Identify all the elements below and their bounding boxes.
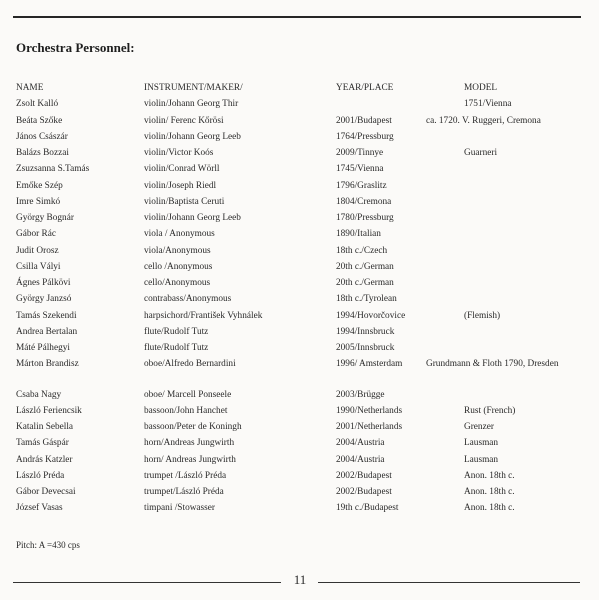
cell-name: Csilla Vályi bbox=[16, 261, 61, 272]
table-row bbox=[16, 308, 586, 324]
cell-year: 1994/Innsbruck bbox=[336, 326, 395, 337]
cell-instrument: violin/Johann Georg Leeb bbox=[144, 213, 241, 223]
cell-year: 19th c./Budapest bbox=[336, 503, 399, 514]
cell-year: 1996/ Amsterdam bbox=[336, 359, 403, 370]
table-header-row bbox=[16, 80, 586, 96]
personnel-table bbox=[16, 80, 586, 517]
cell-year: 2004/Austria bbox=[336, 454, 385, 465]
cell-model: Lausman bbox=[464, 438, 499, 449]
table-row bbox=[16, 340, 586, 356]
page-number: 11 bbox=[293, 572, 307, 587]
table-row bbox=[16, 161, 586, 177]
table-row bbox=[16, 145, 586, 161]
cell-instrument: viola/Anonymous bbox=[144, 245, 211, 256]
cell-year: 2009/Tinnye bbox=[336, 148, 384, 158]
cell-year: 1804/Cremona bbox=[336, 196, 392, 207]
footer-rule-left bbox=[13, 582, 281, 583]
cell-instrument: violin/Joseph Riedl bbox=[144, 180, 217, 191]
cell-model: Anon. 18th c. bbox=[464, 470, 515, 481]
cell-name: József Vasas bbox=[16, 503, 63, 514]
cell-instrument: bassoon/Peter de Koningh bbox=[144, 422, 242, 432]
cell-name: Judit Orosz bbox=[16, 245, 59, 256]
table-row bbox=[16, 243, 586, 259]
table-row bbox=[16, 356, 586, 372]
table-row bbox=[16, 259, 586, 275]
cell-instrument: oboe/Alfredo Bernardini bbox=[144, 359, 236, 370]
cell-name: Zsuzsanna S.Tamás bbox=[16, 164, 90, 175]
cell-instrument: oboe/ Marcell Ponseele bbox=[144, 389, 232, 400]
cell-name: László Préda bbox=[16, 470, 65, 481]
table-row bbox=[16, 387, 586, 403]
cell-model: Rust (French) bbox=[464, 405, 516, 416]
pitch-note: Pitch: A =430 cps bbox=[16, 540, 80, 550]
cell-name: László Feriencsik bbox=[16, 405, 82, 416]
cell-model: Anon. 18th c. bbox=[464, 487, 515, 497]
cell-name: Tamás Szekendi bbox=[16, 310, 77, 321]
cell-name: András Katzler bbox=[16, 454, 73, 465]
cell-year: 1890/Italian bbox=[336, 229, 381, 240]
cell-name: Gábor Rác bbox=[16, 229, 57, 240]
cell-name: Andrea Bertalan bbox=[16, 326, 78, 337]
cell-name: Emőke Szép bbox=[16, 180, 63, 191]
cell-year: 20th c./German bbox=[336, 261, 394, 272]
cell-name: Márton Brandisz bbox=[16, 359, 79, 370]
cell-instrument: bassoon/John Hanchet bbox=[144, 405, 228, 416]
table-row bbox=[16, 275, 586, 291]
table-row bbox=[16, 500, 586, 516]
cell-model: 1751/Vienna bbox=[464, 99, 512, 110]
page-heading: Orchestra Personnel: bbox=[16, 40, 135, 55]
cell-year: 1764/Pressburg bbox=[336, 131, 394, 142]
cell-name: György Bognár bbox=[16, 213, 74, 223]
cell-instrument: violin/Johann Georg Thir bbox=[144, 99, 239, 110]
table-row bbox=[16, 484, 586, 500]
cell-name: Gábor Devecsai bbox=[16, 487, 76, 497]
column-header-year: YEAR/PLACE bbox=[336, 83, 394, 93]
cell-model: ca. 1720. V. Ruggeri, Cremona bbox=[426, 115, 541, 126]
table-row bbox=[16, 419, 586, 435]
column-header-model: MODEL bbox=[464, 83, 498, 93]
cell-name: Zsolt Kalló bbox=[16, 99, 59, 110]
cell-instrument: trumpet /László Préda bbox=[144, 470, 227, 481]
cell-instrument: flute/Rudolf Tutz bbox=[144, 343, 209, 353]
cell-instrument: harpsichord/František Vyhnálek bbox=[144, 310, 263, 321]
table-row bbox=[16, 468, 586, 484]
cell-instrument: viola / Anonymous bbox=[144, 229, 215, 240]
cell-instrument: violin/Baptista Ceruti bbox=[144, 196, 225, 207]
table-row bbox=[16, 291, 586, 307]
cell-year: 18th c./Tyrolean bbox=[336, 294, 397, 305]
cell-year: 2005/Innsbruck bbox=[336, 343, 395, 353]
table-row bbox=[16, 178, 586, 194]
cell-name: Imre Simkó bbox=[16, 196, 61, 207]
table-row bbox=[16, 226, 586, 242]
table-row bbox=[16, 210, 586, 226]
cell-instrument: flute/Rudolf Tutz bbox=[144, 326, 209, 337]
table-row bbox=[16, 96, 586, 112]
cell-instrument: violin/Johann Georg Leeb bbox=[144, 131, 241, 142]
table-row bbox=[16, 194, 586, 210]
cell-year: 1994/Hovorčovice bbox=[336, 310, 406, 321]
cell-name: Beáta Szőke bbox=[16, 115, 63, 126]
cell-year: 1796/Graslitz bbox=[336, 180, 387, 191]
cell-name: Ágnes Pálkövi bbox=[16, 278, 71, 288]
cell-name: Balázs Bozzai bbox=[16, 148, 69, 158]
cell-year: 2001/Netherlands bbox=[336, 422, 403, 432]
cell-year: 2001/Budapest bbox=[336, 115, 392, 126]
table-body bbox=[16, 96, 586, 516]
cell-name: Csaba Nagy bbox=[16, 389, 62, 400]
cell-model: (Flemish) bbox=[464, 310, 501, 321]
table-row bbox=[16, 324, 586, 340]
cell-name: Máté Pálhegyi bbox=[16, 343, 70, 353]
cell-instrument: cello/Anonymous bbox=[144, 278, 211, 288]
cell-instrument: timpani /Stowasser bbox=[144, 503, 216, 514]
cell-instrument: violin/ Ferenc Kőrösi bbox=[144, 115, 224, 126]
cell-model: Guarneri bbox=[464, 148, 498, 158]
cell-year: 1780/Pressburg bbox=[336, 213, 394, 223]
cell-model: Anon. 18th c. bbox=[464, 503, 515, 514]
cell-instrument: trumpet/László Préda bbox=[144, 487, 224, 497]
cell-year: 2002/Budapest bbox=[336, 487, 392, 497]
cell-instrument: contrabass/Anonymous bbox=[144, 294, 232, 305]
cell-year: 18th c./Czech bbox=[336, 245, 388, 256]
table-row bbox=[16, 113, 586, 129]
cell-instrument: horn/Andreas Jungwirth bbox=[144, 438, 235, 449]
column-header-instrument: INSTRUMENT/MAKER/ bbox=[144, 83, 243, 93]
table-row bbox=[16, 129, 586, 145]
cell-model: Lausman bbox=[464, 454, 499, 465]
cell-instrument: cello /Anonymous bbox=[144, 261, 213, 272]
table-row bbox=[16, 403, 586, 419]
cell-year: 1745/Vienna bbox=[336, 164, 384, 175]
top-rule bbox=[13, 16, 581, 18]
cell-year: 2003/Brügge bbox=[336, 389, 385, 400]
cell-model: Grenzer bbox=[464, 422, 494, 432]
cell-year: 1990/Netherlands bbox=[336, 405, 403, 416]
cell-year: 20th c./German bbox=[336, 278, 394, 288]
cell-year: 2002/Budapest bbox=[336, 470, 392, 481]
footer-rule-right bbox=[318, 582, 580, 583]
cell-instrument: horn/ Andreas Jungwirth bbox=[144, 454, 236, 465]
table-row bbox=[16, 435, 586, 451]
cell-instrument: violin/Conrad Wörll bbox=[144, 164, 220, 175]
cell-name: Tamás Gáspár bbox=[16, 438, 69, 449]
cell-instrument: violin/Victor Koós bbox=[144, 148, 214, 158]
cell-name: György Janzsó bbox=[16, 294, 72, 305]
column-header-name: NAME bbox=[16, 83, 44, 93]
cell-year: 2004/Austria bbox=[336, 438, 385, 449]
cell-name: János Császár bbox=[16, 131, 68, 142]
cell-model: Grundmann & Floth 1790, Dresden bbox=[426, 359, 559, 370]
cell-name: Katalin Sebella bbox=[16, 422, 74, 432]
table-row bbox=[16, 452, 586, 468]
